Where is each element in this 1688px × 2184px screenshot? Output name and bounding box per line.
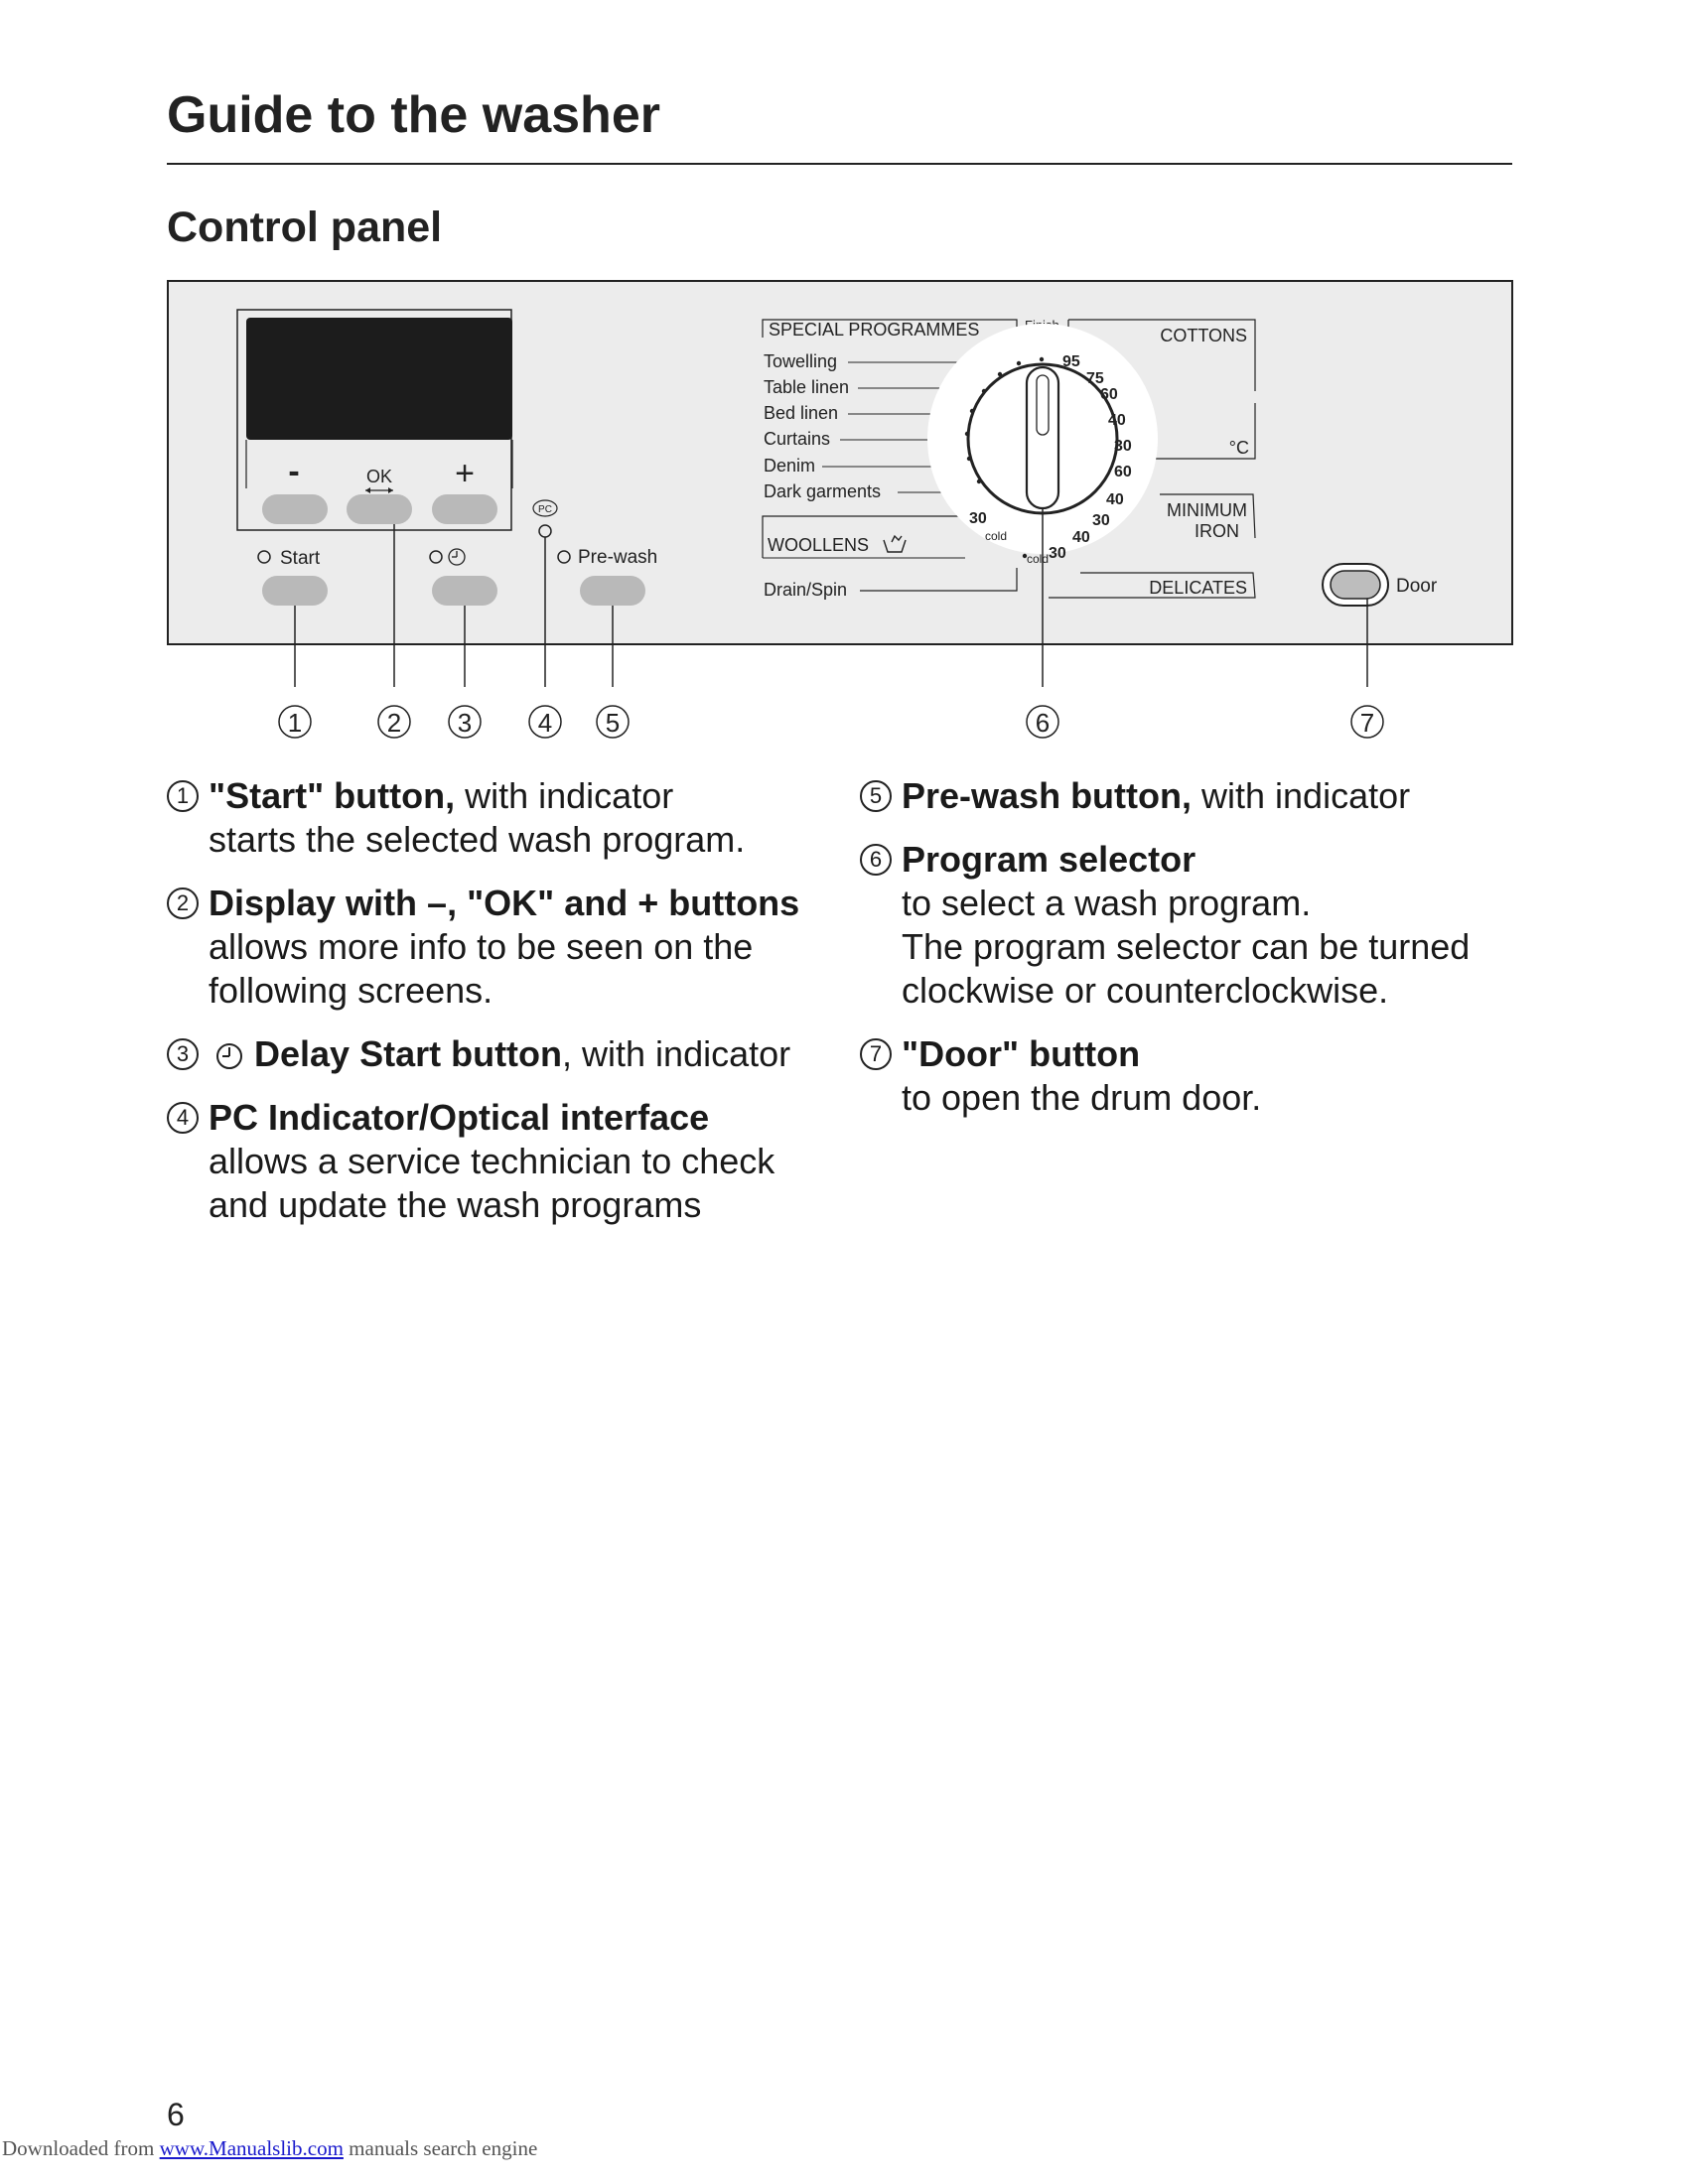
legend-description: and update the wash programs xyxy=(209,1184,702,1225)
callout-4 xyxy=(529,706,561,738)
callout-3 xyxy=(449,706,481,738)
legend-description: to select a wash program. xyxy=(902,883,1312,923)
callout-6 xyxy=(1027,706,1058,738)
prewash-label: Pre-wash xyxy=(578,547,658,568)
callouts-overlay xyxy=(167,280,1513,747)
footer-prefix: Downloaded from xyxy=(2,2136,160,2160)
temp-30c: 30 xyxy=(1049,545,1066,562)
temp-30b: 30 xyxy=(1092,512,1110,529)
legend-item-start: 1 "Start" button, with indicator starts the selected wash program. xyxy=(167,774,842,862)
delicates-label: DELICATES xyxy=(1149,578,1247,598)
legend-description: starts the selected wash program. xyxy=(209,819,746,860)
page-number: 6 xyxy=(167,2097,185,2132)
svg-text:3: 3 xyxy=(457,708,473,738)
footer-suffix: manuals search engine xyxy=(343,2136,538,2160)
legend-description: to open the drum door. xyxy=(902,1077,1262,1118)
legend-item-door xyxy=(860,1032,1535,1120)
legend-number: 4 xyxy=(167,1102,199,1134)
legend-description: allows more info to be seen on the xyxy=(209,926,754,967)
callout-7 xyxy=(1351,706,1383,738)
legend-item-program-selector xyxy=(860,838,1535,1013)
towelling-label: Towelling xyxy=(764,351,838,371)
table-linen-label: Table linen xyxy=(764,377,850,397)
svg-text:4: 4 xyxy=(537,708,553,738)
legend-number: 6 xyxy=(860,844,892,876)
callout-5 xyxy=(597,706,629,738)
legend-number: 2 xyxy=(167,887,199,919)
legend-number: 5 xyxy=(860,780,892,812)
svg-text:7: 7 xyxy=(1359,708,1375,738)
svg-text:5: 5 xyxy=(605,708,621,738)
legend-title: "Door" button xyxy=(902,1033,1141,1074)
temp-30a: 30 xyxy=(1114,438,1132,455)
temp-60a: 60 xyxy=(1100,386,1118,403)
legend-left xyxy=(167,774,842,1247)
legend-description: clockwise or counterclockwise. xyxy=(902,970,1389,1011)
svg-text:1: 1 xyxy=(287,708,303,738)
section-title: Control panel xyxy=(167,204,443,251)
legend-description: following screens. xyxy=(209,970,493,1011)
temp-40c: 40 xyxy=(1072,529,1090,546)
title-divider xyxy=(167,163,1512,165)
drain-spin-label: Drain/Spin xyxy=(764,580,848,600)
pc-label: PC xyxy=(538,504,552,515)
bed-linen-label: Bed linen xyxy=(764,403,839,423)
woollens-label: WOOLLENS xyxy=(768,535,870,555)
legend-title: Program selector xyxy=(902,839,1196,880)
iron-label: IRON xyxy=(1195,521,1239,541)
svg-text:6: 6 xyxy=(1035,708,1051,738)
legend-number: 7 xyxy=(860,1038,892,1070)
legend-number: 3 xyxy=(167,1038,199,1070)
temp-40b: 40 xyxy=(1106,491,1124,508)
page-title: Guide to the washer xyxy=(167,86,660,144)
manualslib-link[interactable]: www.Manualslib.com xyxy=(159,2136,344,2160)
temp-cold-bottom: cold xyxy=(1027,552,1050,566)
door-label: Door xyxy=(1396,576,1438,597)
legend-title: Delay Start button xyxy=(254,1033,563,1074)
legend-title: "Start" button, xyxy=(209,775,456,816)
legend-item-prewash: 5 Pre-wash button, with indicator xyxy=(860,774,1535,818)
denim-label: Denim xyxy=(764,456,816,476)
temp-40a: 40 xyxy=(1108,412,1126,429)
dark-garments-label: Dark garments xyxy=(764,481,882,501)
download-footer xyxy=(2,2136,537,2161)
temp-60b: 60 xyxy=(1114,464,1132,480)
cottons-label: COTTONS xyxy=(1160,326,1247,345)
legend-title: Pre-wash button, xyxy=(902,775,1193,816)
legend-item-pc-indicator xyxy=(167,1096,842,1227)
degrees-label: °C xyxy=(1228,438,1249,458)
legend-title: Display with –, "OK" and + buttons xyxy=(209,883,800,923)
callout-1 xyxy=(279,706,311,738)
temp-cold-left: cold xyxy=(985,529,1008,543)
legend-item-delay-start: 3 Delay Start button, with indicator xyxy=(167,1032,842,1076)
legend-title: PC Indicator/Optical interface xyxy=(209,1097,710,1138)
callout-2 xyxy=(378,706,410,738)
special-programmes-label: SPECIAL PROGRAMMES xyxy=(769,320,980,340)
ok-label: OK xyxy=(365,467,393,486)
temp-95: 95 xyxy=(1062,353,1080,370)
legend-description: The program selector can be turned xyxy=(902,926,1471,967)
svg-text:2: 2 xyxy=(386,708,402,738)
minimum-label: MINIMUM xyxy=(1167,500,1247,520)
clock-icon xyxy=(214,1041,244,1071)
start-label: Start xyxy=(280,548,321,569)
legend-description: allows a service technician to check xyxy=(209,1141,775,1181)
minus-label: - xyxy=(288,453,300,490)
temp-75: 75 xyxy=(1086,370,1104,387)
legend-number: 1 xyxy=(167,780,199,812)
curtains-label: Curtains xyxy=(764,429,831,449)
plus-label: + xyxy=(455,455,475,492)
legend-item-display xyxy=(167,882,842,1013)
legend-right xyxy=(860,774,1535,1140)
temp-30d: 30 xyxy=(969,510,987,527)
